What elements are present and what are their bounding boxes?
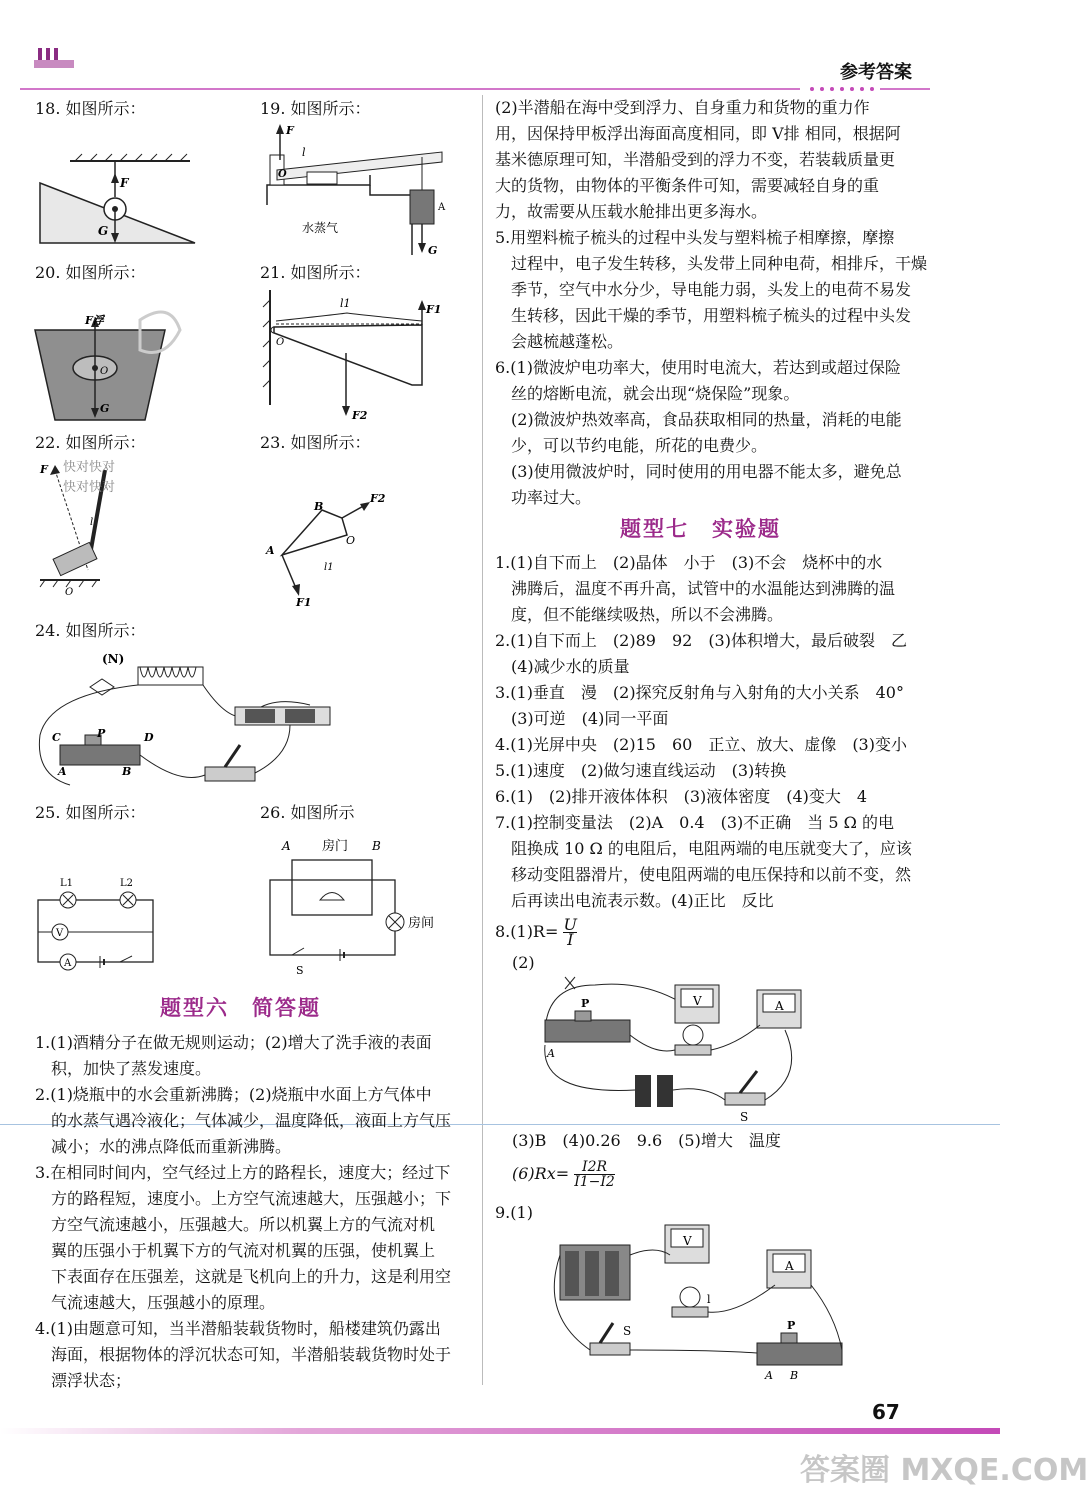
label-f2: F2 [370, 492, 386, 505]
figure-q9-circuit [535, 1225, 855, 1385]
answer-line: 4.(1)由题意可知，当半潜船装载货物时，船楼建筑仍露出 [35, 1319, 441, 1338]
answer-line: 力，故需要从压载水舱排出更多海水。 [495, 202, 768, 221]
answer-line: 5.用塑料梳子梳头的过程中头发与塑料梳子相摩擦，摩擦 [495, 228, 895, 247]
answer-block [35, 1082, 451, 1160]
answer-line: 下表面存在压强差，这就是飞机向上的升力，这是利用空 [35, 1267, 452, 1286]
header-logo [32, 44, 78, 70]
label-o: O [276, 337, 285, 348]
q8-rest: (3)B (4)0.26 9.6 (5)增大 温度 [512, 1131, 781, 1150]
answer-line: 2.(1)烧瓶中的水会重新沸腾；(2)烧瓶中水面上方气体中 [35, 1085, 432, 1104]
q8-part2-label: (2) [512, 953, 535, 972]
answer-block [495, 758, 912, 784]
answer-line: 气流速越大，压强越小的原理。 [35, 1293, 276, 1312]
label-n: (N) [102, 652, 125, 666]
label-l: l [90, 517, 94, 528]
column-divider [482, 95, 483, 1385]
answer-line: 6.(1) (2)排开液体体积 (3)液体密度 (4)变大 4 [495, 787, 868, 806]
label-g: G [100, 402, 110, 415]
left-answers [35, 1030, 451, 1394]
caption-q18: 18. 如图所示： [35, 99, 146, 118]
answer-block [495, 95, 927, 225]
answer-line: (4)减少水的质量 [495, 657, 630, 676]
caption-q23: 23. 如图所示： [260, 433, 371, 452]
answer-line: 后再读出电流表示数。(4)正比 反比 [495, 891, 774, 910]
answer-block [495, 732, 912, 758]
label-f-buoy: F浮 [85, 314, 104, 327]
caption-q19: 19. 如图所示： [260, 99, 371, 118]
answer-line: (2)微波炉热效率高，食品获取相同的热量，消耗的电能 [495, 410, 902, 429]
label-a: A [765, 1369, 773, 1382]
answer-line: 漂浮状态； [35, 1371, 132, 1390]
answer-line: 的水蒸气遇冷液化；气体减少，温度降低，液面上方气压 [35, 1111, 452, 1130]
caption-q26: 26. 如图所示 [260, 803, 355, 822]
header-title: 参考答案 [840, 62, 912, 83]
answer-line: 过程中，电子发生转移，头发带上同种电荷，相排斥，干燥 [495, 254, 928, 273]
figure-q21-lever [262, 285, 462, 430]
label-b: B [790, 1369, 799, 1382]
answer-line: 5.(1)速度 (2)做匀速直线运动 (3)转换 [495, 761, 787, 780]
answer-line: 少，可以节约电能，所花的电费少。 [495, 436, 768, 455]
answer-line: 沸腾后，温度不再升高，试管中的水温能达到沸腾的温 [495, 579, 896, 598]
answer-line: 方空气流速越小，压强越大。所以机翼上方的气流对机 [35, 1215, 436, 1234]
right-answers-exp [495, 550, 912, 914]
answer-line: 方的路程短，速度小。上方空气流速越大，压强越小；下 [35, 1189, 452, 1208]
answer-line: 海面，根据物体的浮沉状态可知，半潜船装载货物时处于 [35, 1345, 452, 1364]
label-a: A [64, 958, 72, 969]
label-b: B [122, 765, 132, 778]
figure-q26-circuit [262, 830, 462, 980]
label-o: O [278, 169, 287, 180]
label-f: F [286, 124, 294, 137]
section-heading-seven: 题型七 实验题 [620, 516, 781, 541]
label-a: A [775, 999, 784, 1013]
q8-6-label: (6)Rx= [512, 1164, 570, 1183]
label-c: C [52, 731, 61, 744]
label-a: A [282, 839, 291, 853]
answer-line: 丝的熔断电流，就会出现“烧保险”现象。 [495, 384, 800, 403]
answer-line: (2)半潜船在海中受到浮力、自身重力和货物的重力作 [495, 98, 870, 117]
label-steam: 水蒸气 [302, 221, 339, 235]
label-a: A [547, 1047, 555, 1060]
footer-rule [0, 1425, 1000, 1437]
answer-line: 移动变阻器滑片，使电阻两端的电压保持和以前不变，然 [495, 865, 912, 884]
q8-6-numerator: I2R [574, 1160, 615, 1175]
figure-q24-circuit [30, 645, 350, 795]
answer-line: 阻换成 10 Ω 的电阻后，电阻两端的电压就变大了，应该 [495, 839, 912, 858]
right-answers-top [495, 95, 927, 511]
label-s: S [740, 1110, 749, 1124]
answer-block [495, 355, 927, 511]
label-l1: l1 [324, 562, 334, 573]
watermark: 答案圈 MXQE.COM [800, 1453, 1088, 1488]
label-v: V [693, 994, 702, 1008]
header-rule [0, 80, 1000, 96]
answer-block [495, 550, 912, 628]
caption-q21: 21. 如图所示： [260, 263, 371, 282]
label-room: 房间 [408, 916, 435, 931]
answer-line: 功率过大。 [495, 488, 592, 507]
caption-q20: 20. 如图所示： [35, 263, 146, 282]
answer-line: 积，加快了蒸发速度。 [35, 1059, 212, 1078]
label-o: O [100, 366, 109, 377]
answer-line: 6.(1)微波炉电功率大，使用时电流大，若达到或超过保险 [495, 358, 901, 377]
label-s: S [296, 964, 304, 977]
caption-q25: 25. 如图所示： [35, 803, 146, 822]
label-l: l [302, 146, 306, 159]
label-f: F [40, 463, 48, 476]
answer-line: 用，因保持甲板浮出海面高度相同，即 V排 相同，根据阿 [495, 124, 901, 143]
logo-icon [32, 44, 78, 70]
label-p: P [97, 727, 106, 740]
answer-block [495, 225, 927, 355]
label-v: V [683, 1234, 692, 1248]
figure-q8-circuit [535, 975, 825, 1124]
answer-line: 1.(1)酒精分子在做无规则运动；(2)增大了洗手液的表面 [35, 1033, 432, 1052]
label-s: S [623, 1324, 632, 1338]
answer-block [495, 680, 912, 732]
answer-line: 度，但不能继续吸热，所以不会沸腾。 [495, 605, 784, 624]
label-door: 房门 [322, 839, 349, 854]
page-number: 67 [872, 1400, 900, 1424]
label-o: O [346, 534, 356, 547]
q8-6-formula [512, 1160, 615, 1189]
label-v: V [56, 928, 64, 939]
label-lamp-l1: L1 [60, 878, 74, 889]
answer-block [35, 1160, 451, 1316]
label-b: B [314, 500, 324, 513]
answer-line: 基米德原理可知，半潜船受到的浮力不变，若装载质量更 [495, 150, 896, 169]
label-g: G [428, 244, 438, 257]
q8-numerator: U [563, 915, 577, 934]
label-g: G [98, 224, 109, 238]
q8-6-denominator: I1−I2 [574, 1174, 615, 1190]
answer-block [495, 810, 912, 914]
answer-line: 会越梳越蓬松。 [495, 332, 624, 351]
answer-line: 4.(1)光屏中央 (2)15 60 正立、放大、虚像 (3)变小 [495, 735, 907, 754]
label-d: D [144, 731, 154, 744]
answer-line: (3)使用微波炉时，同时使用的用电器不能太多，避免总 [495, 462, 902, 481]
watermark-stamp-2: 快对快对 [63, 480, 116, 495]
answer-line: 3.(1)垂直 漫 (2)探究反射角与入射角的大小关系 40° [495, 683, 904, 702]
label-lamp-l2: L2 [120, 878, 134, 889]
answer-line: 3.在相同时间内，空气经过上方的路程长，速度大；经过下 [35, 1163, 451, 1182]
label-l: l [707, 1293, 711, 1306]
label-a: A [266, 544, 275, 557]
answer-line: 季节，空气中水分少，导电能力弱，头发上的电荷不易发 [495, 280, 912, 299]
q9-label: 9.(1) [495, 1203, 533, 1222]
answer-line: (3)可逆 (4)同一平面 [495, 709, 669, 728]
label-a: A [58, 765, 67, 778]
label-f: F [120, 176, 129, 190]
q8-denominator: I [567, 930, 574, 949]
answer-block [495, 628, 912, 680]
figure-q23-lever [262, 480, 462, 610]
answer-line: 大的货物，由物体的平衡条件可知，需要减轻自身的重 [495, 176, 880, 195]
label-o: O [65, 587, 74, 598]
figure-q25-circuit [30, 870, 170, 970]
answer-line: 1.(1)自下而上 (2)晶体 小于 (3)不会 烧杯中的水 [495, 553, 883, 572]
label-l1: l1 [340, 297, 351, 310]
q8-formula [495, 915, 577, 949]
section-heading-six: 题型六 简答题 [160, 995, 321, 1020]
figure-q20-beaker [30, 300, 210, 430]
answer-line: 翼的压强小于机翼下方的气流对机翼的压强，使机翼上 [35, 1241, 436, 1260]
caption-q22: 22. 如图所示： [35, 433, 146, 452]
figure-q22-hammer [30, 455, 210, 605]
answer-line: 减小；水的沸点降低而重新沸腾。 [35, 1137, 292, 1156]
label-p: P [787, 1319, 796, 1332]
answer-block [35, 1030, 451, 1082]
watermark-stamp-1: 快对快对 [63, 460, 116, 475]
answer-line: 2.(1)自下而上 (2)89 92 (3)体积增大，最后破裂 乙 [495, 631, 907, 650]
answer-line: 生转移，因此干燥的季节，用塑料梳子梳头的过程中头发 [495, 306, 912, 325]
caption-q24: 24. 如图所示： [35, 621, 146, 640]
label-b: B [372, 839, 381, 853]
label-a: A [785, 1259, 794, 1273]
q8-formula-label: 8.(1)R= [495, 922, 559, 941]
figure-q18-incline [30, 125, 210, 250]
label-f1: F1 [296, 596, 312, 609]
label-f2: F2 [352, 409, 368, 422]
answer-block [495, 784, 912, 810]
label-a: A [438, 202, 446, 213]
answer-block [35, 1316, 451, 1394]
label-p: P [581, 997, 590, 1010]
label-f1: F1 [426, 303, 442, 316]
answer-line: 7.(1)控制变量法 (2)A 0.4 (3)不正确 当 5 Ω 的电 [495, 813, 894, 832]
figure-q19-lever [262, 120, 462, 260]
